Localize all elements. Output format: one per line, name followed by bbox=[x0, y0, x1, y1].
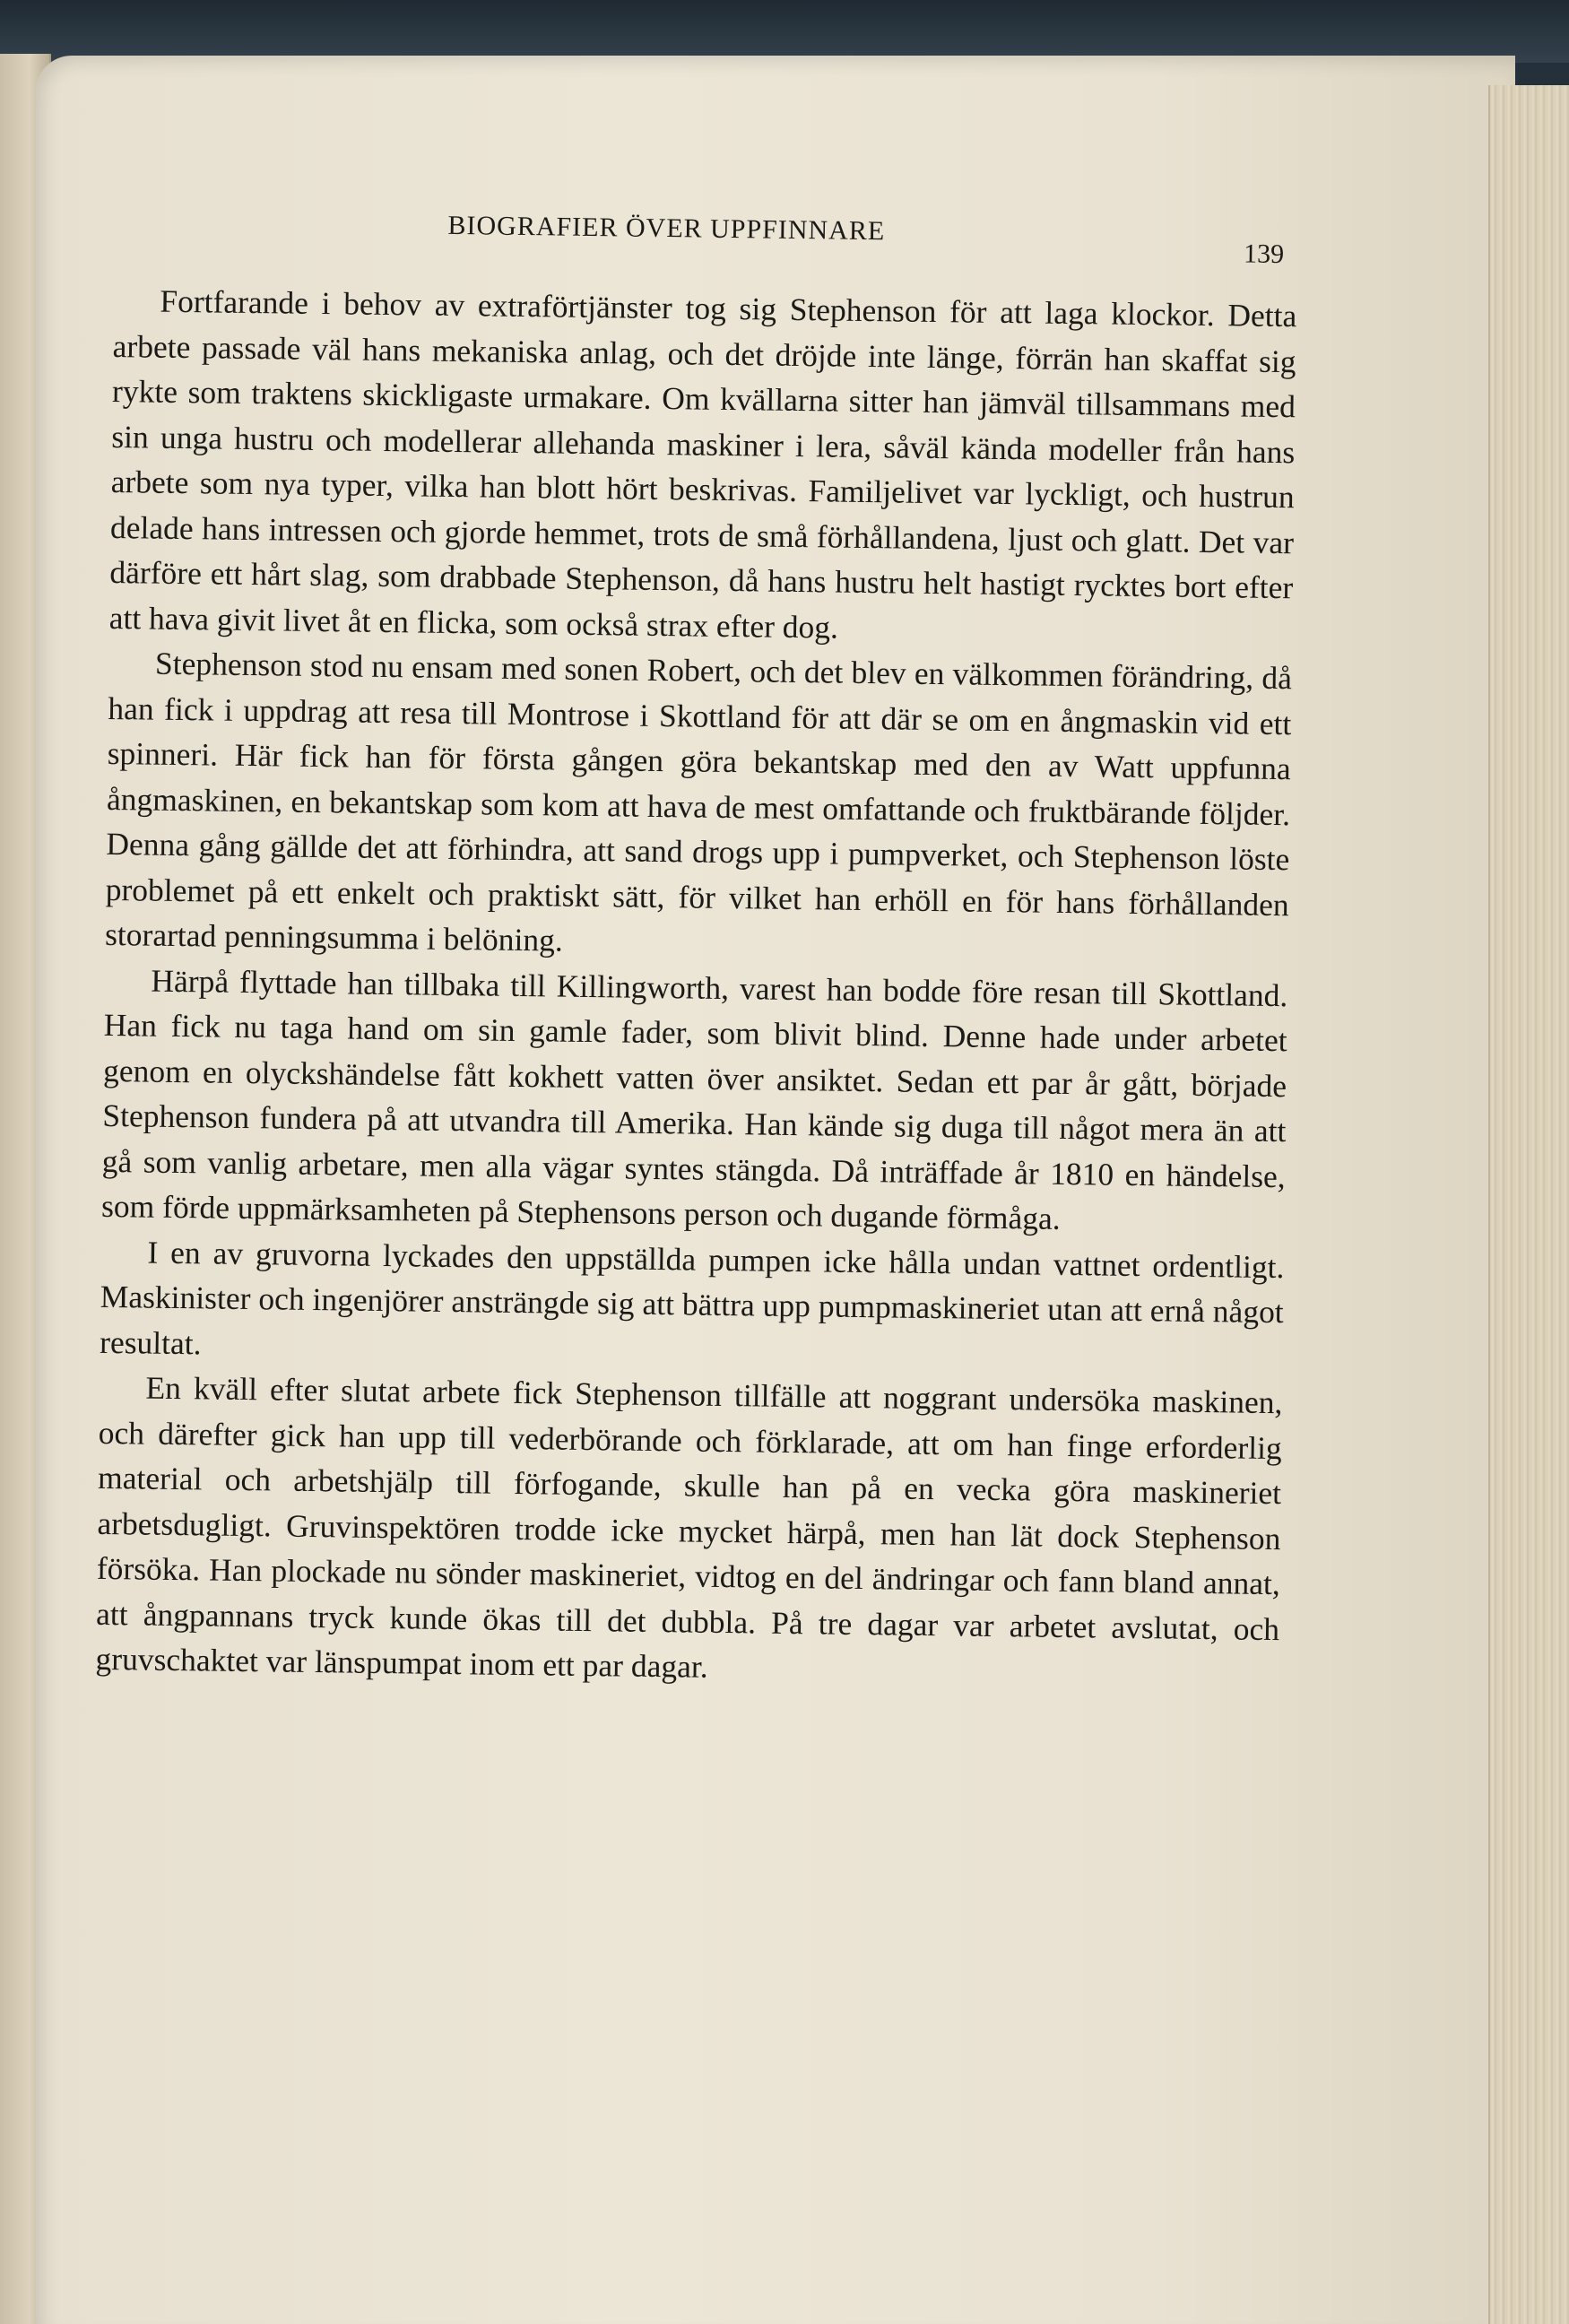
page-text-block bbox=[95, 188, 1298, 1697]
paragraph-clockmaker: Fortfarande i behov av extraförtjänster tog sig Stephenson för att laga klockor. Detta arbete passade väl hans mekaniska anlag, och det dröjde inte länge, förrän han skaffat sig rykte som traktens skickligaste urmakare. Om kvällarna sitter han jämväl tillsammans med sin unga hustru och modellerar allehanda maskiner i lera, såväl kända modeller från hans arbete som nya typer, vilka han blott hört beskrivas. Familjelivet var lyckligt, och hustrun delade hans intressen och gjorde hemmet, trots de små förhållandena, ljust och glatt. Det var därföre ett hårt slag, som drabbade Stephenson, då hans hustru helt hastigt rycktes bort efter att hava givit livet åt en flicka, som också strax efter dog. bbox=[108, 282, 1297, 646]
page-number: 139 bbox=[1243, 238, 1285, 270]
paragraph-killingworth: Härpå flyttade han tillbaka till Killingworth, varest han bodde före resan till Skottland. Han fick nu taga hand om sin gamle fader, som blivit blind. Denne hade under arbetet genom en olyckshändelse fått kokhett vatten över ansiktet. Sedan ett par år gått, började Stephenson fundera på att utvandra till Amerika. Han kände sig duga till något mera än att gå som vanlig arbetare, men alla vägar syntes stängda. Då inträffade år 1810 en händelse, som förde uppmärksamheten på Stephensons person och dugande förmåga. bbox=[100, 962, 1288, 1236]
book-cover bbox=[0, 0, 1569, 63]
page-fore-edge bbox=[1488, 85, 1569, 2324]
paragraph-pump-failure: I en av gruvorna lyckades den uppställda pumpen icke hålla undan vattnet ordentligt. Maskinister och ingenjörer ansträngde sig att bättra upp pumpmaskineriet utan att ernå något resultat. bbox=[99, 1234, 1285, 1361]
running-head bbox=[114, 188, 1298, 293]
paragraph-montrose: Stephenson stod nu ensam med sonen Robert, och det blev en välkommen förändring, då han fick i uppdrag att resa till Montrose i Skottland för att där se om en ångmaskin vid ett spinneri. Här fick han för första gången göra bekantskap med den av Watt uppfunna ångmaskinen, en bekantskap som kom att hava de mest omfattande och fruktbärande följder. Denna gång gällde det att förhindra, att sand drogs upp i pumpverket, och Stephenson löste problemet på ett enkelt och praktiskt sätt, för vilket han erhöll en för hans förhållanden storartad penningsumma i belöning. bbox=[104, 645, 1293, 958]
running-title: BIOGRAFIER ÖVER UPPFINNARE bbox=[447, 210, 886, 247]
paragraph-pump-repair: En kväll efter slutat arbete fick Stephenson tillfälle att noggrant undersöka maskinen, och därefter gick han upp till vederbörande och förklarade, att om han finge erforderlig material och arbetshjälp till förfogande, skulle han på en vecka göra maskineriet arbetsdugligt. Gruvinspektören trodde icke mycket härpå, men han lät dock Stephenson försöka. Han plockade nu sönder maskineriet, vidtog en del ändringar och fann bland annat, att ångpannans tryck kunde ökas till det dubbla. På tre dagar var arbetet avslutat, och gruvschaktet var länspumpat inom ett par dagar. bbox=[95, 1369, 1283, 1685]
